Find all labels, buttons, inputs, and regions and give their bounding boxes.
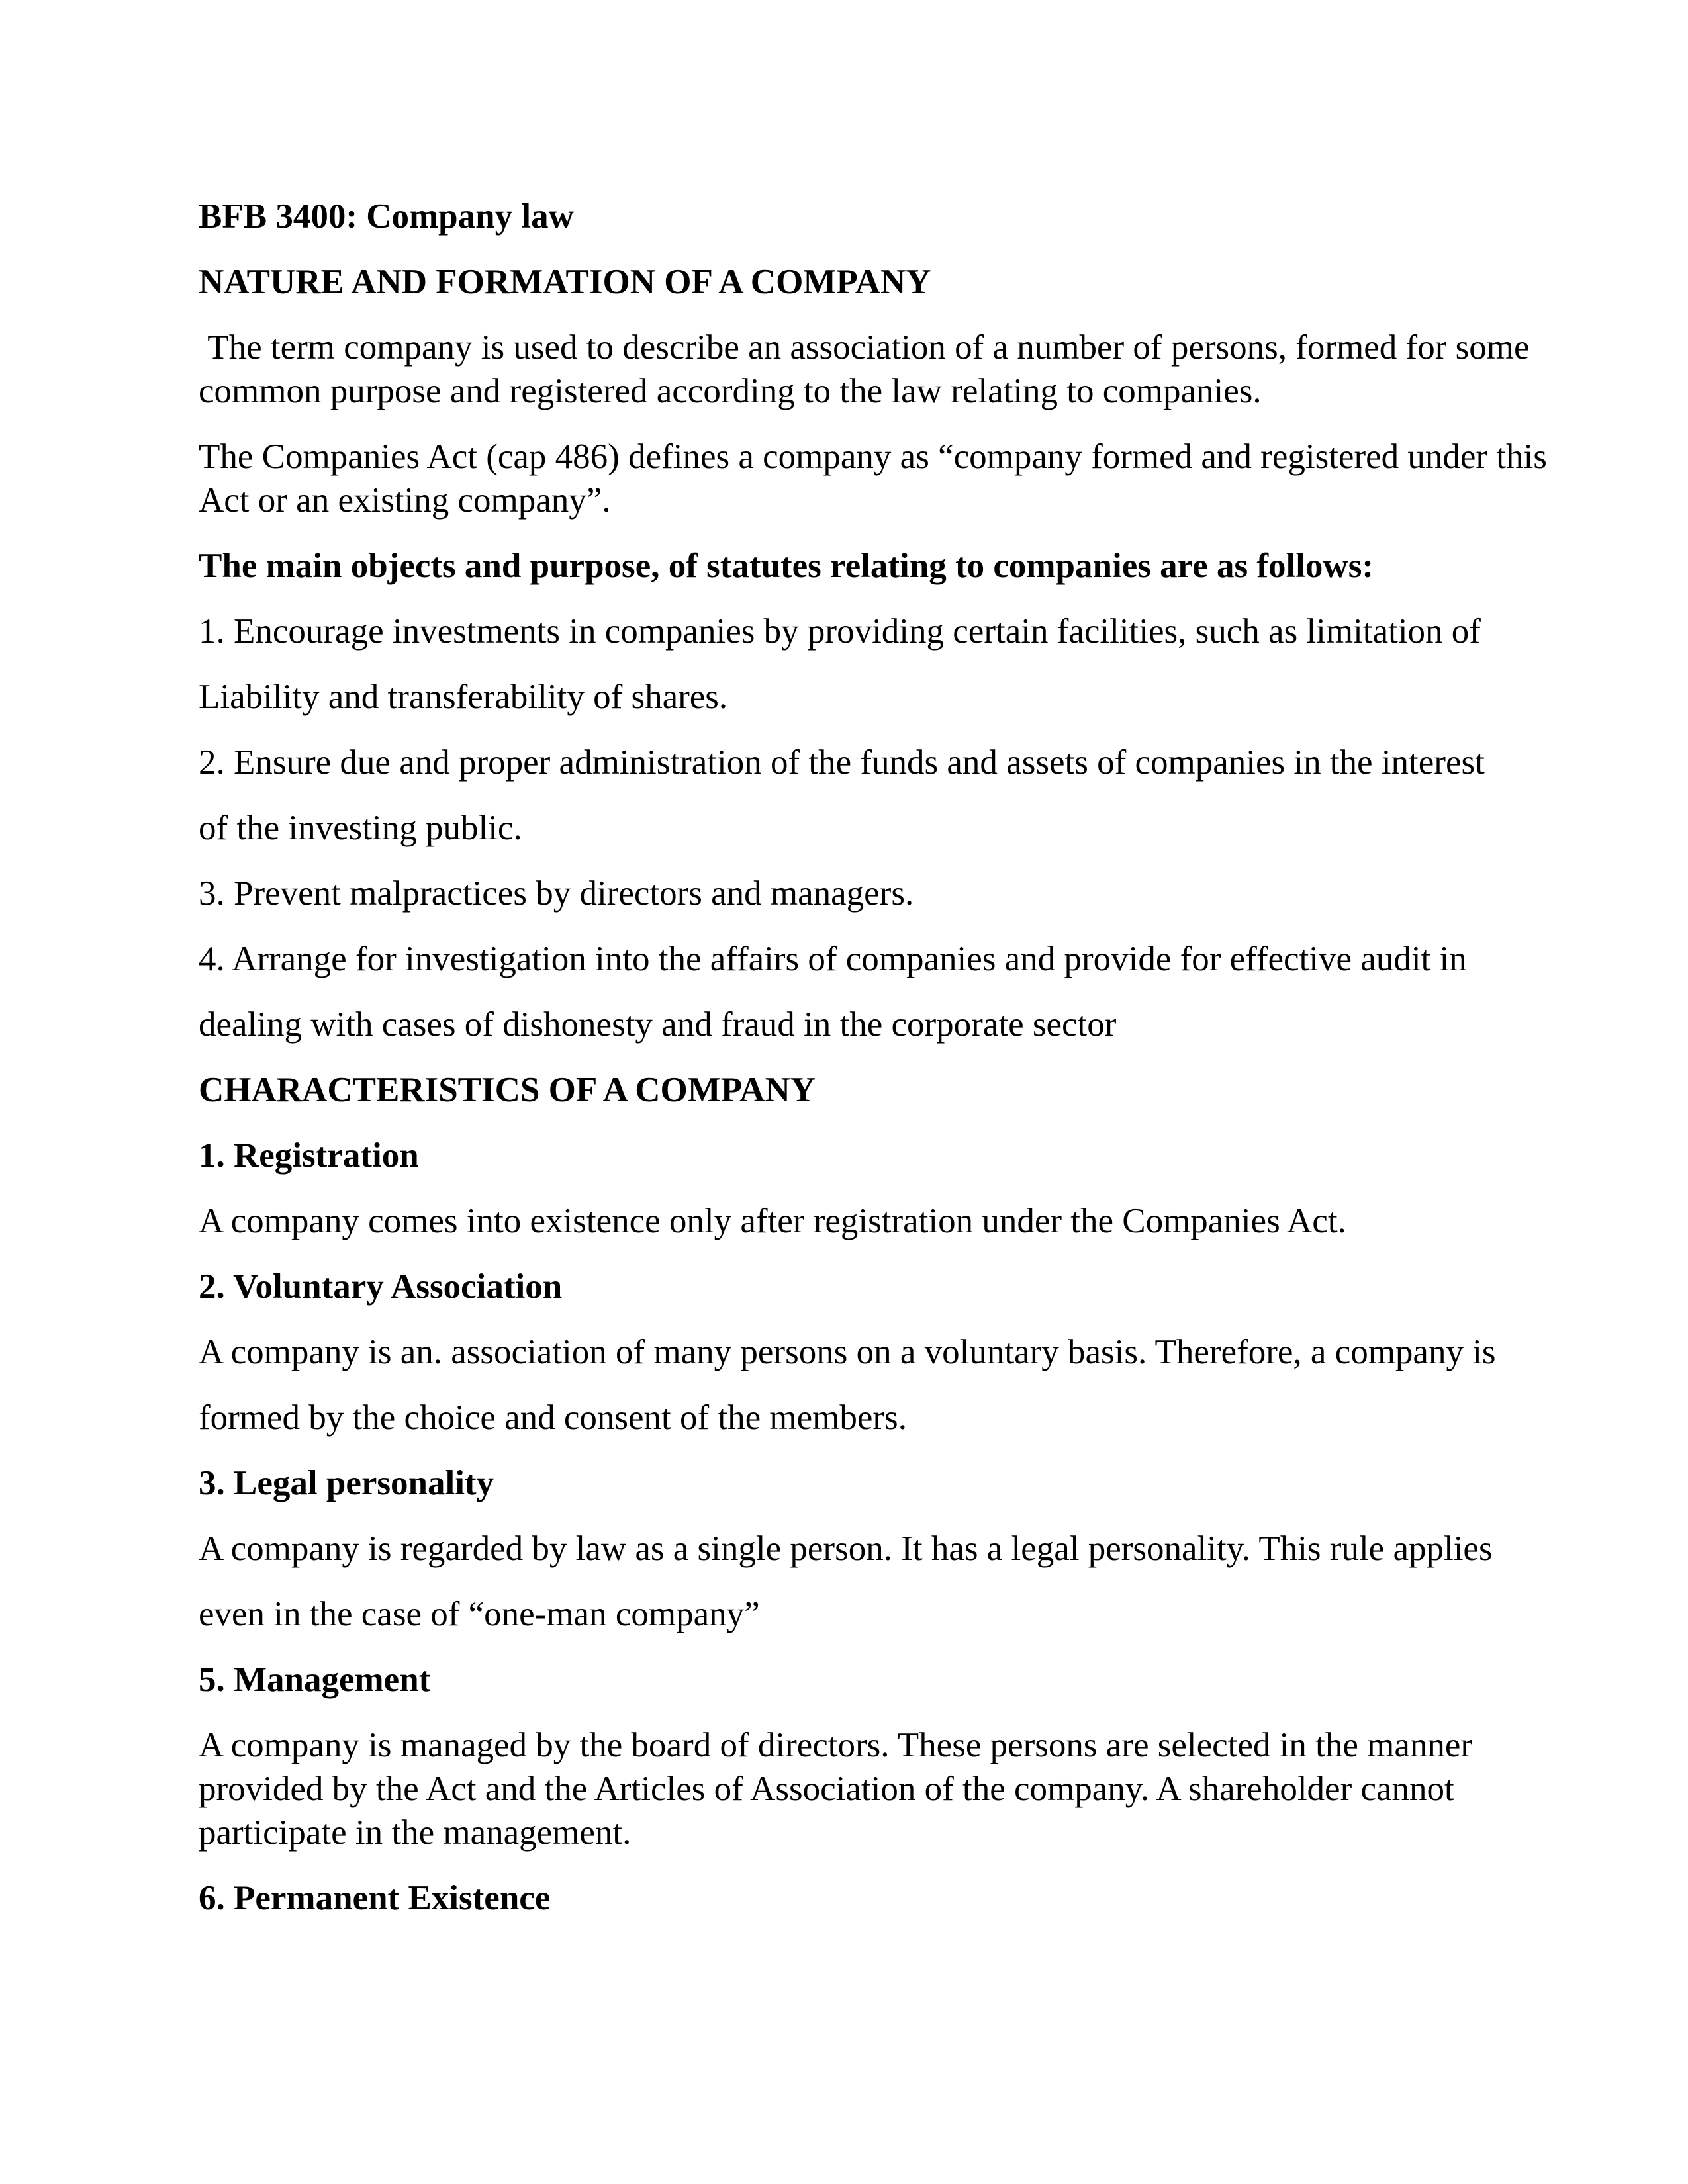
doc-line: 4. Arrange for investigation into the affairs of companies and provide for effective audit in: [199, 940, 1467, 978]
doc-line: 2. Ensure due and proper administration of the funds and assets of companies in the interest: [199, 743, 1485, 782]
object-item-4-continued: [199, 1003, 1489, 1046]
course-title: [199, 195, 1489, 238]
subheading-text: 2. Voluntary Association: [199, 1267, 563, 1306]
doc-line: A company is managed by the board of directors. These persons are selected in the manner: [199, 1726, 1473, 1764]
doc-line: 3. Prevent malpractices by directors and managers.: [199, 874, 914, 913]
doc-line: A company is regarded by law as a single person. It has a legal personality. This rule applies: [199, 1529, 1493, 1568]
doc-line: A company is an. association of many persons on a voluntary basis. Therefore, a company is: [199, 1333, 1496, 1371]
course-title-text: BFB 3400: Company law: [199, 197, 574, 236]
object-item-1: [199, 610, 1489, 653]
object-item-2-continued: [199, 806, 1489, 850]
legal-personality-paragraph: [199, 1527, 1493, 1570]
doc-line: The Companies Act (cap 486) defines a company as “company formed and registered under this: [199, 437, 1547, 476]
characteristics-heading: [199, 1068, 1489, 1112]
subheading-text: 1. Registration: [199, 1136, 419, 1175]
subheading-text: 6. Permanent Existence: [199, 1879, 551, 1917]
definition-paragraph: [199, 435, 1547, 522]
doc-line: formed by the choice and consent of the members.: [199, 1398, 907, 1437]
subheading-legal-personality: [199, 1461, 1489, 1505]
intro-paragraph: [199, 326, 1530, 413]
subheading-permanent-existence: [199, 1876, 1489, 1920]
subheading-registration: [199, 1134, 1489, 1177]
legal-personality-paragraph-continued: [199, 1592, 1489, 1636]
object-item-4: [199, 937, 1489, 981]
doc-line: A company comes into existence only after registration under the Companies Act.: [199, 1202, 1346, 1240]
doc-line: dealing with cases of dishonesty and fraud in the corporate sector: [199, 1005, 1117, 1044]
voluntary-association-paragraph-continued: [199, 1396, 1489, 1439]
doc-line: Liability and transferability of shares.: [199, 678, 728, 716]
doc-line: provided by the Act and the Articles of Association of the company. A shareholder cannot: [199, 1770, 1454, 1808]
subheading-text: 5. Management: [199, 1661, 431, 1699]
doc-line: The term company is used to describe an association of a number of persons, formed for some: [199, 328, 1530, 367]
registration-paragraph: [199, 1199, 1489, 1243]
subheading-voluntary-association: [199, 1265, 1489, 1308]
doc-line: 1. Encourage investments in companies by providing certain facilities, such as limitation of: [199, 612, 1481, 651]
objects-heading: [199, 544, 1489, 588]
characteristics-heading-text: CHARACTERISTICS OF A COMPANY: [199, 1071, 816, 1109]
main-heading-text: NATURE AND FORMATION OF A COMPANY: [199, 263, 931, 301]
subheading-text: 3. Legal personality: [199, 1464, 494, 1502]
object-item-1-continued: [199, 675, 1489, 719]
doc-line: Act or an existing company”.: [199, 481, 611, 520]
main-heading: [199, 260, 1489, 304]
objects-heading-text: The main objects and purpose, of statutes relating to companies are as follows:: [199, 547, 1374, 585]
management-paragraph: [199, 1723, 1489, 1854]
object-item-2: [199, 741, 1489, 784]
doc-line: participate in the management.: [199, 1813, 632, 1852]
doc-line: common purpose and registered according to the law relating to companies.: [199, 372, 1262, 410]
voluntary-association-paragraph: [199, 1330, 1496, 1374]
doc-line: even in the case of “one-man company”: [199, 1595, 760, 1633]
subheading-management: [199, 1658, 1489, 1702]
object-item-3: [199, 872, 1489, 915]
doc-line: of the investing public.: [199, 809, 522, 847]
